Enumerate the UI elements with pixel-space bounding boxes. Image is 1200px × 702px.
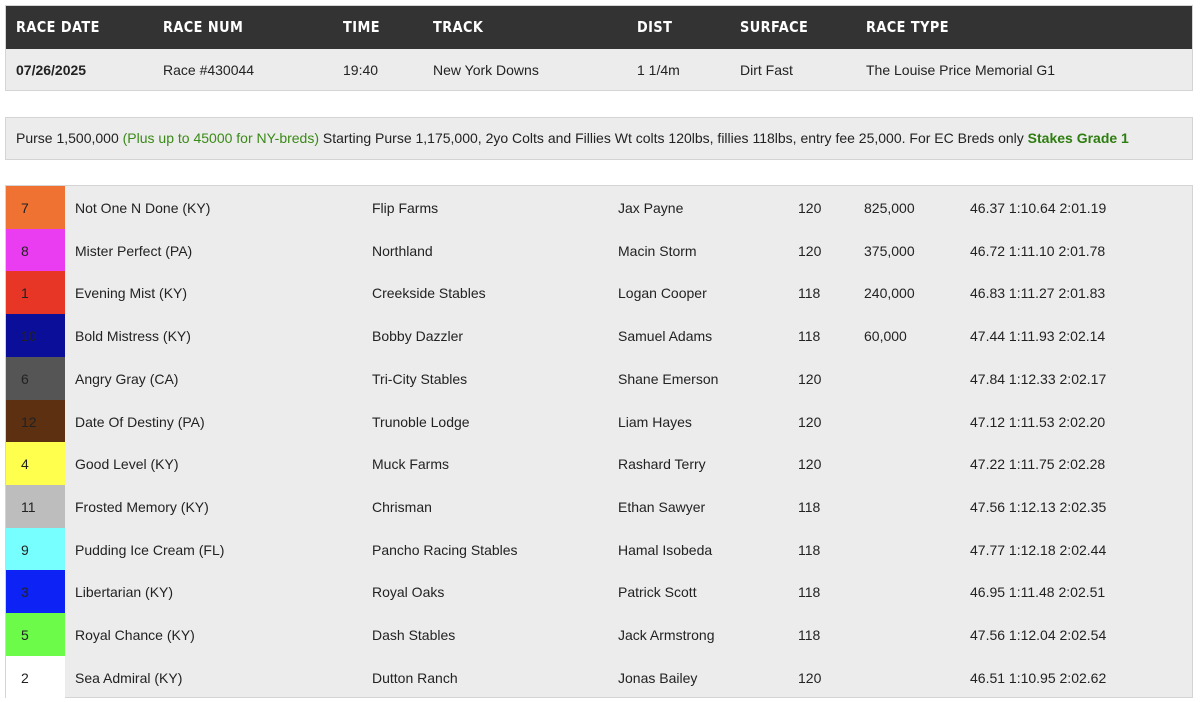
owner-name: Dash Stables: [372, 627, 456, 643]
horse-name: Royal Chance (KY): [75, 627, 195, 643]
earnings: 825,000: [864, 200, 915, 216]
post-position: 6: [21, 370, 29, 387]
fractions: 46.83 1:11.27 2:01.83: [970, 285, 1106, 302]
owner-name: Chrisman: [372, 498, 432, 515]
post-position-cell: [6, 442, 65, 485]
race-surface: Dirt Fast: [740, 62, 793, 78]
post-position: 7: [21, 200, 29, 216]
table-row: [6, 528, 1192, 571]
table-row: [6, 400, 1192, 443]
earnings: 375,000: [864, 242, 915, 259]
header-surface: SURFACE: [740, 18, 809, 36]
post-position: 8: [21, 242, 29, 259]
purse-conditions: [5, 117, 1193, 160]
table-row: [6, 357, 1192, 400]
fractions: 46.72 1:11.10 2:01.78: [970, 242, 1106, 259]
owner-name: Dutton Ranch: [372, 669, 458, 686]
table-row: [6, 271, 1192, 314]
horse-name: Bold Mistress (KY): [75, 328, 191, 345]
post-position-cell: [6, 186, 65, 229]
header-race-type: RACE TYPE: [866, 18, 949, 36]
post-position: 12: [21, 413, 37, 430]
table-row: [6, 656, 1192, 699]
jockey-name: Ethan Sawyer: [618, 498, 706, 515]
table-row: [6, 442, 1192, 485]
post-position-cell: [6, 271, 65, 314]
race-distance: 1 1/4m: [637, 62, 680, 78]
horse-name: Angry Gray (CA): [75, 370, 179, 387]
table-row: [6, 314, 1192, 357]
owner-name: Tri-City Stables: [372, 370, 468, 387]
race-track: New York Downs: [433, 62, 539, 78]
jockey-name: Patrick Scott: [618, 584, 697, 601]
race-info-table: [5, 5, 1193, 91]
fractions: 47.56 1:12.13 2:02.35: [970, 498, 1107, 515]
header-race-num: RACE NUM: [163, 18, 244, 36]
horse-name: Evening Mist (KY): [75, 285, 188, 302]
race-number: Race #430044: [163, 62, 255, 78]
weight: 118: [798, 627, 821, 643]
horse-name: Good Level (KY): [75, 456, 179, 473]
fractions: 47.12 1:11.53 2:02.20: [970, 413, 1106, 430]
results-table: [5, 185, 1193, 698]
weight: 118: [798, 541, 821, 558]
fractions: 47.44 1:11.93 2:02.14: [970, 328, 1106, 345]
owner-name: Creekside Stables: [372, 285, 486, 302]
post-position-cell: [6, 229, 65, 272]
fractions: 47.84 1:12.33 2:02.17: [970, 370, 1107, 387]
fractions: 47.56 1:12.04 2:02.54: [970, 627, 1107, 643]
jockey-name: Hamal Isobeda: [618, 541, 713, 558]
jockey-name: Jax Payne: [618, 200, 684, 216]
owner-name: Royal Oaks: [372, 584, 445, 601]
fractions: 46.95 1:11.48 2:02.51: [970, 584, 1106, 601]
jockey-name: Jonas Bailey: [618, 669, 698, 686]
earnings: 240,000: [864, 285, 915, 302]
owner-name: Muck Farms: [372, 456, 449, 473]
jockey-name: Shane Emerson: [618, 370, 719, 387]
table-row: [6, 485, 1192, 528]
race-type: The Louise Price Memorial G1: [866, 62, 1056, 78]
horse-name: Pudding Ice Cream (FL): [75, 541, 225, 558]
fractions: 47.22 1:11.75 2:02.28: [970, 456, 1106, 473]
table-row: [6, 570, 1192, 613]
owner-name: Trunoble Lodge: [372, 413, 470, 430]
purse-details: Starting Purse 1,175,000, 2yo Colts and Fillies Wt colts 120lbs, fillies 118lbs, entry fee 25,000. For EC Breds only: [322, 130, 1024, 146]
purse-amount: Purse 1,500,000: [16, 130, 119, 146]
weight: 118: [798, 498, 821, 515]
post-position: 9: [21, 541, 29, 558]
jockey-name: Macin Storm: [618, 242, 697, 259]
post-position: 3: [21, 584, 29, 601]
post-position: 5: [21, 627, 29, 643]
post-position-cell: [6, 656, 65, 699]
table-row: [6, 613, 1192, 656]
post-position: 1: [21, 285, 29, 302]
post-position-cell: [6, 570, 65, 613]
fractions: 46.37 1:10.64 2:01.19: [970, 200, 1107, 216]
horse-name: Mister Perfect (PA): [75, 242, 193, 259]
race-date: 07/26/2025: [16, 62, 87, 78]
fractions: 47.77 1:12.18 2:02.44: [970, 541, 1107, 558]
jockey-name: Jack Armstrong: [618, 627, 715, 643]
weight: 118: [798, 584, 821, 601]
fractions: 46.51 1:10.95 2:02.62: [970, 669, 1107, 686]
horse-name: Not One N Done (KY): [75, 200, 211, 216]
owner-name: Northland: [372, 242, 433, 259]
ny-bred-bonus: (Plus up to 45000 for NY-breds): [122, 130, 320, 146]
weight: 120: [798, 200, 822, 216]
earnings: 60,000: [864, 328, 907, 345]
jockey-name: Liam Hayes: [618, 413, 692, 430]
weight: 120: [798, 370, 822, 387]
owner-name: Pancho Racing Stables: [372, 541, 518, 558]
header-race-date: RACE DATE: [16, 18, 100, 36]
race-info-values-row: [6, 49, 1192, 92]
weight: 120: [798, 413, 822, 430]
horse-name: Sea Admiral (KY): [75, 669, 183, 686]
post-position-cell: [6, 528, 65, 571]
horse-name: Date Of Destiny (PA): [75, 413, 205, 430]
owner-name: Flip Farms: [372, 200, 439, 216]
race-info-header-row: [6, 6, 1192, 49]
post-position: 2: [21, 669, 29, 686]
weight: 120: [798, 242, 822, 259]
weight: 118: [798, 328, 821, 345]
table-row: [6, 229, 1192, 272]
post-position-cell: [6, 314, 65, 357]
stakes-grade: Stakes Grade 1: [1027, 130, 1129, 146]
header-time: TIME: [343, 18, 380, 36]
table-row: [6, 186, 1192, 229]
weight: 118: [798, 285, 821, 302]
post-position: 4: [21, 456, 29, 473]
jockey-name: Rashard Terry: [618, 456, 706, 473]
post-position: 10: [21, 328, 37, 345]
post-position: 11: [21, 498, 36, 515]
weight: 120: [798, 669, 822, 686]
jockey-name: Logan Cooper: [618, 285, 707, 302]
post-position-cell: [6, 400, 65, 443]
owner-name: Bobby Dazzler: [372, 328, 464, 345]
post-position-cell: [6, 357, 65, 400]
header-dist: DIST: [637, 18, 673, 36]
header-track: TRACK: [433, 18, 484, 36]
jockey-name: Samuel Adams: [618, 328, 713, 345]
horse-name: Libertarian (KY): [75, 584, 174, 601]
weight: 120: [798, 456, 822, 473]
race-time: 19:40: [343, 62, 379, 78]
post-position-cell: [6, 485, 65, 528]
horse-name: Frosted Memory (KY): [75, 498, 209, 515]
post-position-cell: [6, 613, 65, 656]
